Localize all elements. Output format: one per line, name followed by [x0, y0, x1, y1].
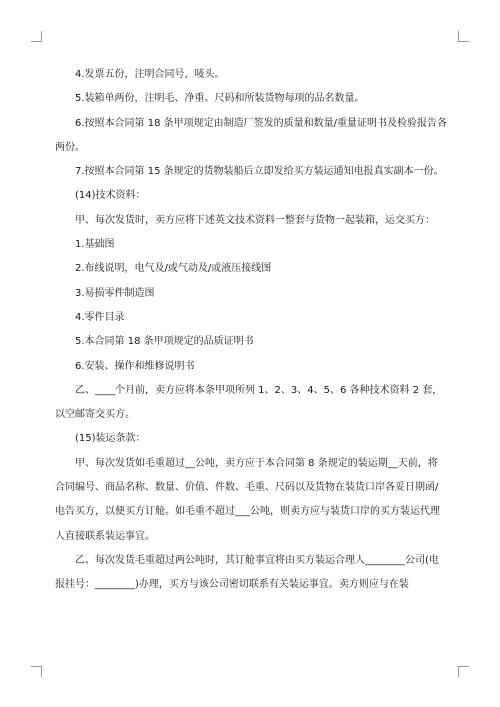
list-item: 4.零件目录	[75, 311, 125, 323]
paragraph: 乙、____个月前，卖方应将本条甲项所列 1、2、3、4、5、6 各种技术资料 2 套，以空邮寄交买方。	[55, 384, 443, 421]
paragraph: 7.按照本合同第 15 条规定的货物装船后立即发给买方装运通知电报真实副本一份。	[75, 166, 444, 178]
paragraph: 甲、每次发货时，卖方应将下述英文技术资料一整套与货物一起装箱，运交买方：	[75, 214, 435, 226]
paragraph: 甲、每次发货如毛重超过__公吨，卖方应于本合同第 8 条规定的装运期__天前，将合同编号、商品名称、数量、价值、件数、毛重、尺码以及货物在装货口岸各妥日期函/电告买方，以便买方订舱。如毛重不超过___公吨，则卖方应与装货口岸的买方装运代理人直接联系装运事宜。	[55, 457, 440, 542]
crop-mark-top-right	[458, 31, 469, 42]
list-item: 1.基础图	[75, 239, 115, 251]
crop-mark-top-left	[31, 31, 42, 42]
paragraph: 乙、每次发货毛重超过两公吨时，其订舱事宜将由买方装运合理人________公司(电报挂号：________)办理，买方与该公司密切联系有关装运事宜。卖方则应与在装	[55, 554, 439, 591]
list-item: 2.布线说明，电气及/或气动及/或液压接线图	[75, 263, 272, 275]
section-heading: (14)技术资料：	[75, 190, 146, 202]
paragraph: 4.发票五份，注明合同号，唛头。	[75, 69, 225, 80]
list-item: 5.本合同第 18 条甲项规定的品质证明书	[75, 336, 254, 348]
list-item: 3.易损零件制造图	[75, 287, 155, 299]
section-heading: (15)装运条款：	[75, 433, 146, 445]
paragraph: 6.按照本合同第 18 条甲项规定由制造厂签发的质量和数量/重量证明书及检验报告各两份。	[55, 117, 447, 153]
crop-mark-bottom-right	[458, 666, 469, 677]
crop-mark-bottom-left	[31, 666, 42, 677]
document-body	[55, 63, 447, 598]
list-item: 6.安装、操作和维修说明书	[75, 360, 195, 372]
paragraph: 5.装箱单两份，注明毛、净重、尺码和所装货物每项的品名数量。	[75, 93, 365, 105]
